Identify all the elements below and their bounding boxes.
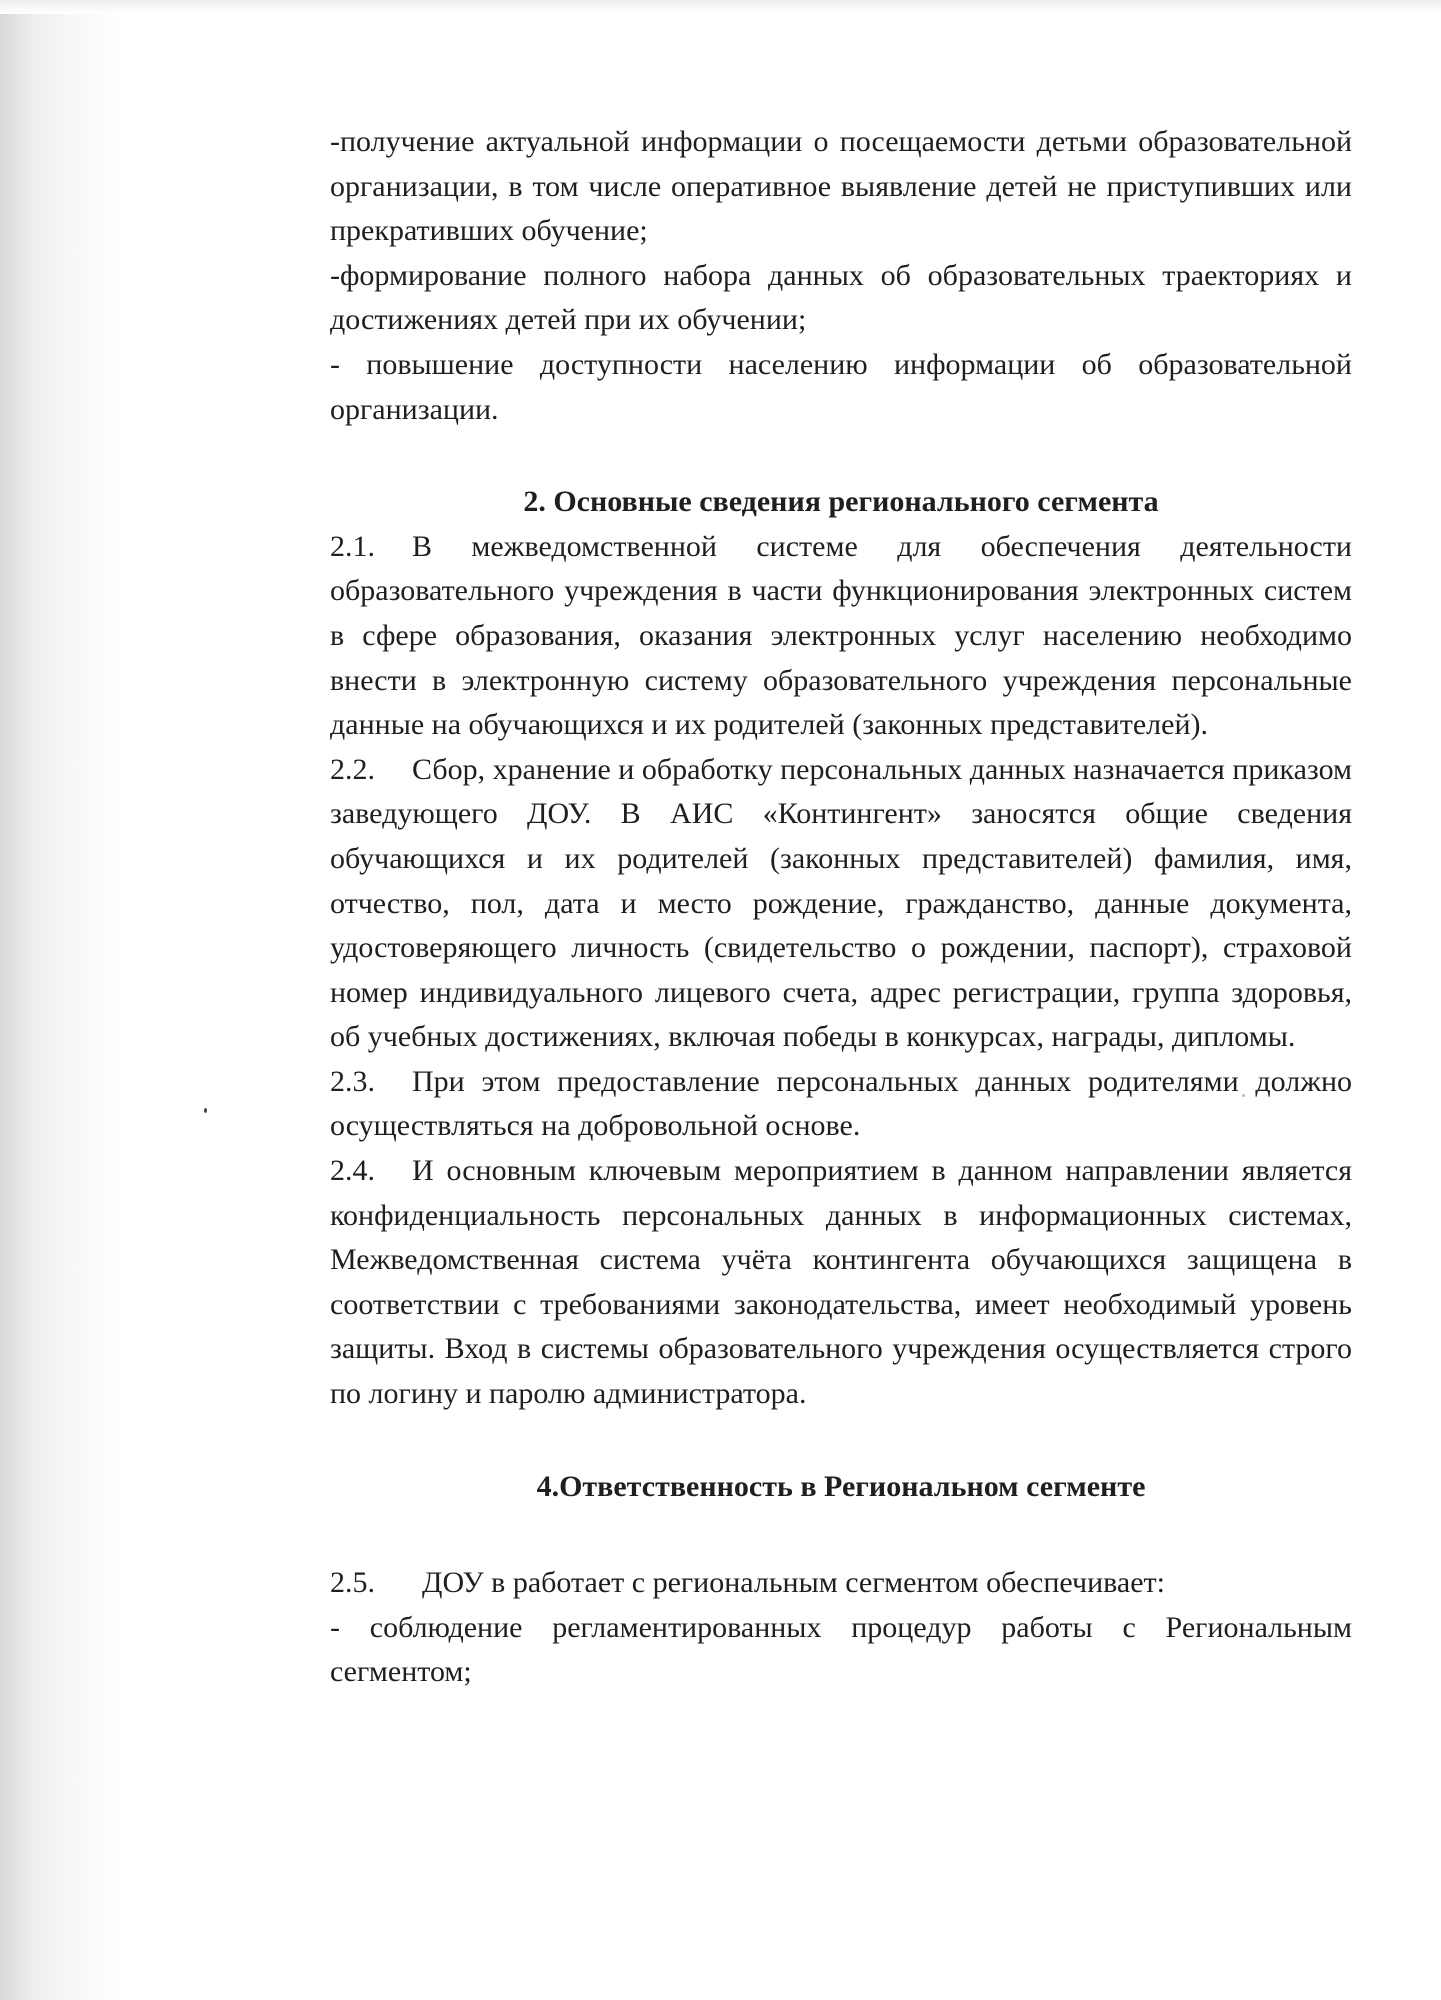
scan-speck (204, 1108, 207, 1113)
clause-2-1 (330, 525, 1352, 748)
clause-number: 2.1. (330, 529, 375, 563)
spacer (330, 432, 1352, 480)
clause-text: ДОУ в работает с региональным сегментом обеспечивает: (422, 1566, 1165, 1600)
clause-2-3 (330, 1060, 1352, 1149)
scan-top-shadow (0, 0, 1441, 14)
spacer (330, 1417, 1352, 1465)
clause-number: 2.4. (330, 1154, 375, 1188)
clause-text: Сбор, хранение и обработку персональных данных назначается приказом заведующего ДОУ. В АИС «Контингент» заносятся общие сведения обучающихся и их родителей (законных представителей) фамилия, имя, отчество, пол, дата и место рождение, гражданство, данные документа, удостоверяющего личность (свидетельство о рождении, паспорт), страховой номер индивидуального лицевого счета, адрес регистрации, группа здоровья, об учебных достижениях, включая победы в конкурсах, награды, дипломы. (330, 752, 1352, 1054)
clause-number: 2.5. (330, 1566, 375, 1600)
intro-item-2: -формирование полного набора данных об образовательных траекториях и достижениях детей при их обучении; (330, 258, 1352, 337)
scan-edge-shadow (0, 0, 120, 2000)
clause-2-4 (330, 1149, 1352, 1417)
intro-item-1: -получение актуальной информации о посещаемости детьми образовательной организации, в том числе оперативное выявление детей не приступивших или прекративших обучение; (330, 125, 1352, 248)
clause-number: 2.3. (330, 1064, 375, 1098)
clause-number: 2.2. (330, 752, 375, 786)
clause-2-2 (330, 748, 1352, 1060)
clause-text: И основным ключевым мероприятием в данном направлении является конфиденциальность персональных данных в информационных системах, Межведомственная система учёта контингента обучающихся защищена в соответствии с требованиями законодательства, имеет необходимый уровень защиты. Вход в системы образовательного учреждения осуществляется строго по логину и паролю администратора. (330, 1154, 1352, 1411)
section-4-title: 4.Ответственность в Региональном сегменте (536, 1469, 1146, 1503)
clause-text: В межведомственной системе для обеспечения деятельности образовательного учреждения в части функционирования электронных систем в сфере образования, оказания электронных услуг населению необходимо внести в электронную систему образовательного учреждения персональные данные на обучающихся и их родителей (законных представителей). (330, 529, 1352, 742)
spacer (330, 1509, 1352, 1561)
intro-item-3: - повышение доступности населению информации об образовательной организации. (330, 347, 1352, 426)
clause-2-5 (330, 1561, 1352, 1606)
document-body (330, 120, 1352, 1695)
clause-text: При этом предоставление персональных данных родителями должно осуществляться на добровольной основе. (330, 1064, 1352, 1143)
section-2-title: 2. Основные сведения регионального сегмента (523, 485, 1159, 519)
clause-2-5-bullet: - соблюдение регламентированных процедур работы с Региональным сегментом; (330, 1610, 1352, 1689)
